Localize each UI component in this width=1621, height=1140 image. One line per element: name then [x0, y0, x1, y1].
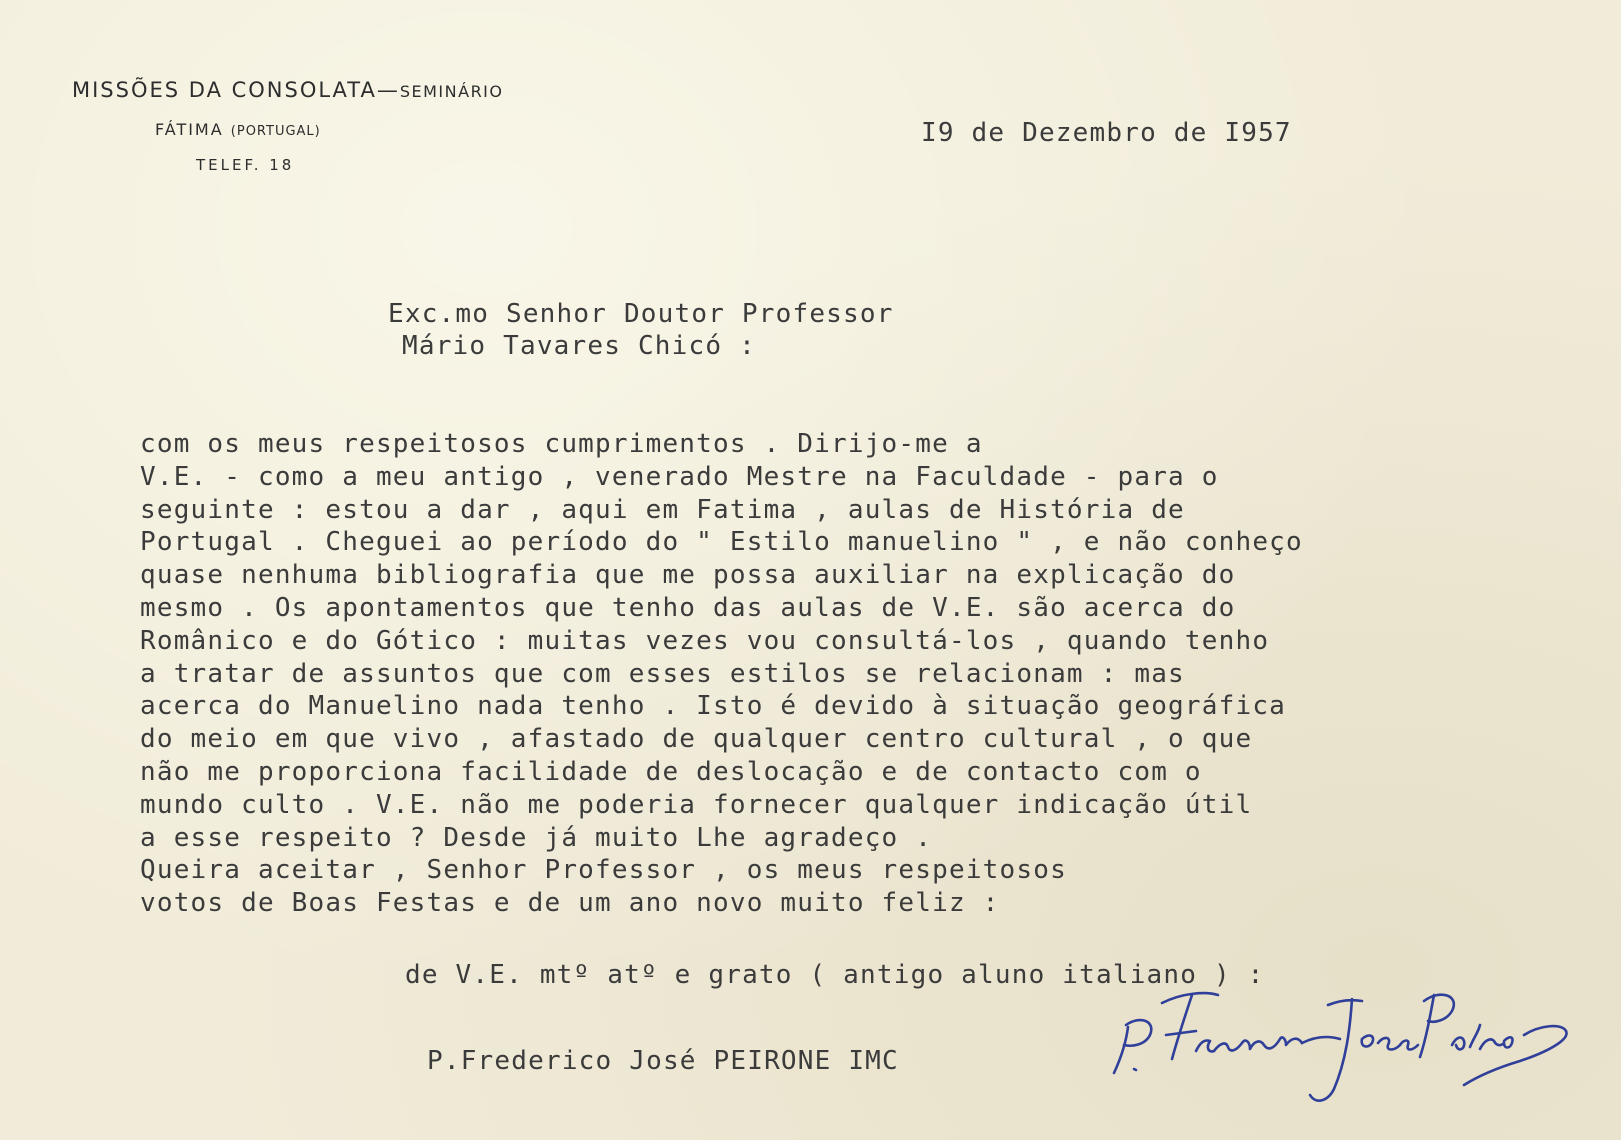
body-line: Românico e do Gótico : muitas vezes vou consultá-los , quando tenho: [140, 625, 1270, 656]
addressee-line-1: Exc.mo Senhor Doutor Professor: [388, 299, 894, 329]
body-line: votos de Boas Festas e de um ano novo muito feliz :: [140, 888, 1000, 919]
organization-name: MISSÕES DA CONSOLATA: [72, 78, 377, 102]
typed-signatory-name: P.Frederico José PEIRONE IMC: [427, 1046, 899, 1076]
body-line: com os meus respeitosos cumprimentos . Dirijo-me a: [140, 429, 983, 459]
body-line: mundo culto . V.E. não me poderia fornecer qualquer indicação útil: [140, 789, 1253, 820]
body-line: acerca do Manuelino nada tenho . Isto é devido à situação geográfica: [140, 691, 1287, 722]
body-line: Portugal . Cheguei ao período do " Estilo manuelino " , e não conheço: [140, 527, 1303, 558]
letter-body: [140, 428, 1600, 920]
body-line: do meio em que vivo , afastado de qualquer centro cultural , o que: [140, 724, 1253, 755]
body-line: não me proporciona facilidade de deslocação e de contacto com o: [140, 756, 1202, 787]
body-line: quase nenhuma bibliografia que me possa auxiliar na explicação do: [140, 560, 1236, 591]
closing-line: de V.E. mtº atº e grato ( antigo aluno italiano ) :: [405, 960, 1265, 990]
body-line: seguinte : estou a dar , aqui em Fatima , aulas de História de: [140, 494, 1185, 525]
letterhead-dash: —: [376, 78, 400, 102]
body-line: a tratar de assuntos que com esses estilos se relacionam : mas: [140, 658, 1185, 689]
organization-subtitle: SEMINÁRIO: [399, 82, 504, 101]
city-name: FÁTIMA: [155, 120, 224, 139]
body-line: mesmo . Os apontamentos que tenho das aulas de V.E. são acerca do: [140, 592, 1236, 623]
addressee-line-2: Mário Tavares Chicó :: [402, 331, 756, 361]
letterhead-telephone: TELEF. 18: [196, 156, 295, 174]
body-line: V.E. - como a meu antigo , venerado Mestre na Faculdade - para o: [140, 461, 1219, 492]
letter-date: I9 de Dezembro de I957: [921, 118, 1292, 148]
letterhead-city: [155, 120, 321, 139]
body-line: a esse respeito ? Desde já muito Lhe agradeço .: [140, 822, 933, 853]
handwritten-signature: [1100, 965, 1580, 1115]
letterhead-organization: [72, 78, 504, 102]
country-name: (PORTUGAL): [230, 124, 321, 139]
body-line: Queira aceitar , Senhor Professor , os meus respeitosos: [140, 855, 1067, 886]
